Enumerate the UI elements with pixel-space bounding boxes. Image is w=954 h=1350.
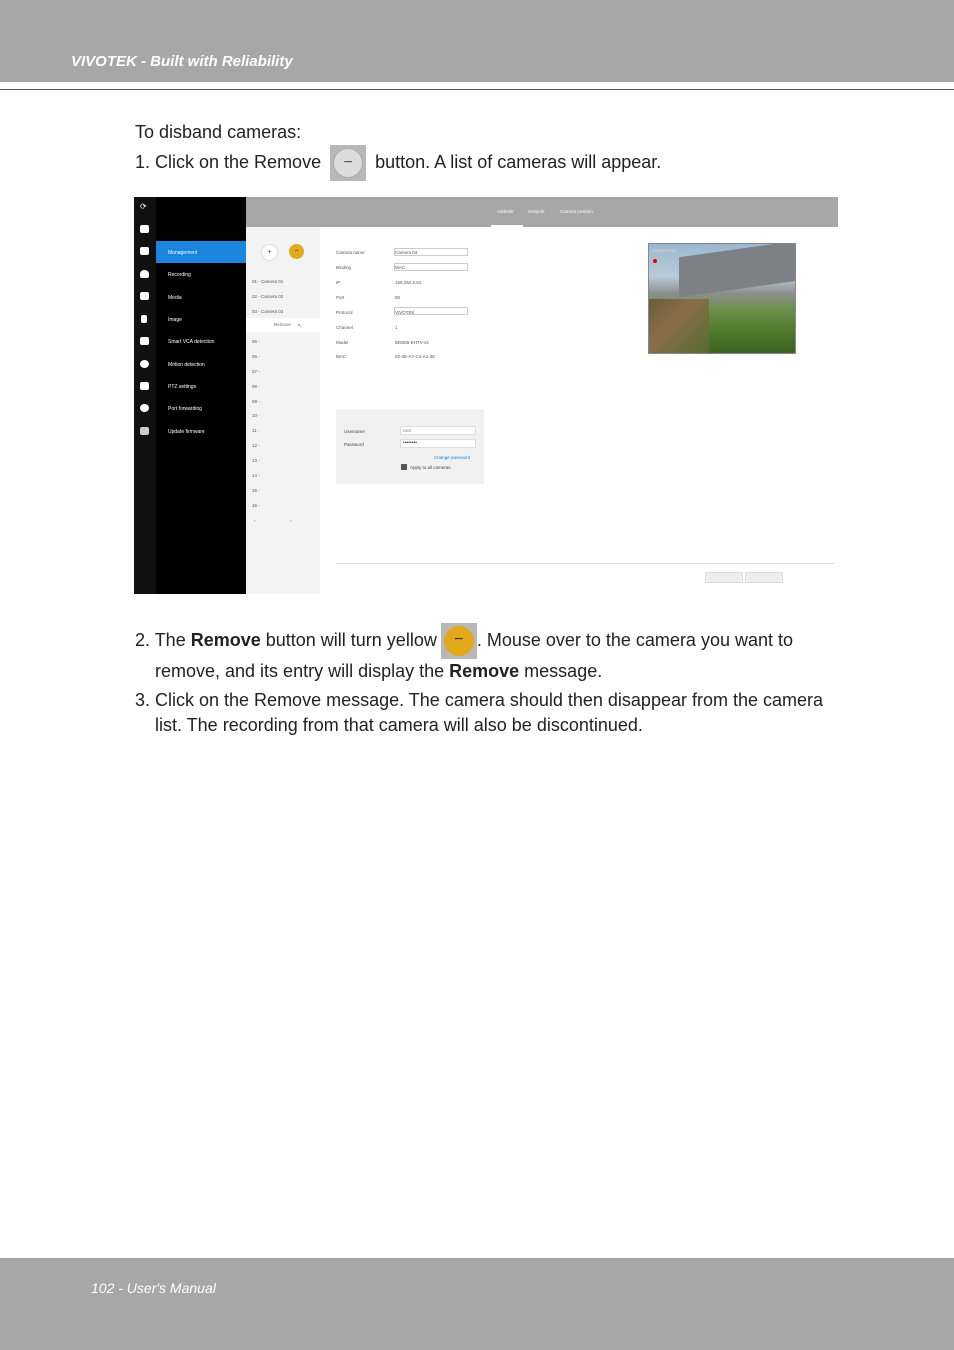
binding-select[interactable] [394, 263, 468, 271]
field-label: Port [336, 295, 345, 300]
menu-item-management[interactable]: Management [156, 241, 246, 263]
menu-item-motion[interactable]: Motion detection [168, 362, 205, 368]
camera-list-item[interactable]: 01 - Camera 01 [252, 279, 284, 284]
active-tab-indicator [491, 225, 523, 227]
field-value: VIVOTEK [395, 310, 415, 315]
field-label: Protocol [336, 310, 353, 315]
step-2-bold-remove-2: Remove [449, 661, 520, 681]
intro-text: To disband cameras: [135, 122, 302, 142]
cancel-button[interactable] [745, 572, 783, 583]
camera-slot[interactable]: 06 - [252, 354, 260, 359]
record-indicator-icon [653, 259, 657, 263]
username-label: Username [344, 429, 365, 434]
step-2-text-e: remove, and its entry will display the [155, 661, 450, 681]
camera-slot[interactable]: 11 - [252, 428, 260, 433]
step-3-line-1: 3. Click on the Remove message. The camera should then disappear from the camera [135, 690, 824, 710]
camera-slot[interactable]: 14 - [252, 473, 260, 478]
menu-item-recording[interactable]: Recording [168, 272, 191, 278]
icon-bar [134, 197, 156, 594]
camera-slot[interactable]: 12 - [252, 443, 260, 448]
field-value: MAC [395, 265, 405, 270]
field-value: 80 [395, 295, 401, 300]
camera-slot[interactable]: 15 - [252, 488, 260, 493]
camera-preview [648, 243, 796, 354]
field-label: Model [336, 340, 349, 345]
page-number: 102 - User's Manual [91, 1280, 216, 1296]
remove-camera-button[interactable]: − [289, 244, 304, 259]
header-divider [0, 89, 954, 90]
camera-slot[interactable]: 09 - [252, 399, 260, 404]
tab-add-edit[interactable]: Add/edit [497, 209, 514, 214]
apply-all-checkbox[interactable] [401, 464, 407, 470]
preview-roof [679, 243, 796, 297]
apply-all-label: Apply to all cameras [410, 465, 451, 470]
page-prev-button[interactable]: ‹ [254, 518, 256, 523]
page-next-button[interactable]: › [290, 518, 292, 523]
minus-icon: − [444, 626, 474, 656]
camera-slot[interactable]: 13 - [252, 458, 260, 463]
camera-slot[interactable]: 08 - [252, 384, 260, 389]
field-value: 1 [395, 325, 398, 330]
tab-camera-position[interactable]: Camera position [560, 209, 593, 214]
camera-list-item[interactable]: 02 - Camera 02 [252, 294, 284, 299]
remove-button-gray-icon [330, 145, 366, 181]
menu-item-image[interactable]: Image [168, 317, 182, 323]
menu-item-update-firmware[interactable]: Update firmware [168, 429, 205, 435]
field-label: IP [336, 280, 341, 285]
bell-icon [140, 270, 149, 278]
step-3-line-2: list. The recording from that camera will also be discontinued. [155, 715, 643, 735]
step-2-text-g: message. [519, 661, 603, 681]
menu-item-port-forwarding[interactable]: Port forwarding [168, 406, 202, 412]
camera-slot[interactable]: 07 - [252, 369, 260, 374]
step-2-line-2 [155, 659, 602, 683]
field-value: 02-2E-A7-C4-A1-2E [395, 354, 436, 359]
username-input[interactable]: root [400, 426, 476, 435]
logo-icon: ⟳ [140, 202, 147, 211]
ptz-icon [140, 382, 149, 390]
page-header [0, 0, 954, 82]
camera-list-item[interactable]: 03 - Camera 03 [252, 309, 284, 314]
preview-label: Camera 04 [653, 248, 676, 253]
menu-item-ptz[interactable]: PTZ settings [168, 384, 197, 390]
menu-item-smart-vca[interactable]: Smart VCA detection [168, 339, 215, 345]
tab-bar [246, 197, 838, 227]
field-value: 169.254.8.51 [395, 280, 422, 285]
camera-slot[interactable]: 10 - [252, 413, 260, 418]
gear-icon [140, 225, 149, 233]
credentials-panel [336, 409, 484, 484]
motion-icon [140, 360, 149, 368]
change-password-link[interactable]: Change password [434, 455, 471, 460]
header-title: VIVOTEK - Built with Reliability [71, 53, 293, 70]
cursor-icon: ↖ [297, 323, 303, 330]
page-footer [0, 1258, 954, 1350]
menu-item-media[interactable]: Media [168, 295, 182, 301]
preview-foreground [649, 299, 709, 354]
step-2-text-d: . Mouse over to the camera you want to [476, 630, 794, 650]
step-2-text-c: button will turn yellow [260, 630, 437, 650]
database-icon [140, 337, 149, 345]
step-2-bold-remove: Remove [190, 630, 261, 650]
camera-list [246, 227, 320, 594]
step-1-text-b: button. A list of cameras will appear. [375, 152, 662, 172]
field-value: Camera 04 [395, 250, 418, 255]
field-label: Binding [336, 265, 352, 270]
step-2-text-a: 2. The [135, 630, 191, 650]
minus-icon: − [333, 148, 363, 178]
remove-button-yellow-icon [441, 623, 477, 659]
add-camera-button[interactable]: + [261, 244, 278, 261]
password-input[interactable]: •••••••• [400, 439, 476, 448]
step-1 [135, 144, 661, 181]
apply-button[interactable] [705, 572, 743, 583]
remove-message[interactable]: Remove [274, 322, 291, 327]
image-icon [141, 315, 147, 323]
field-label: Channel [336, 325, 353, 330]
settings-menu [156, 197, 246, 594]
embedded-screenshot [134, 197, 838, 594]
step-2-line-1 [135, 622, 793, 659]
info-icon [140, 404, 149, 412]
field-value: IB9365-EHTV-v2 [395, 340, 429, 345]
remove-hover-row[interactable] [246, 318, 320, 332]
tab-network[interactable]: Network [528, 209, 545, 214]
field-label: Camera name [336, 250, 365, 255]
camera-slot[interactable]: 16 - [252, 503, 260, 508]
password-label: Password [344, 442, 364, 447]
field-label: MAC [336, 354, 346, 359]
form-divider [336, 563, 834, 564]
camera-icon [140, 247, 149, 255]
step-1-text-a: 1. Click on the Remove [135, 152, 322, 172]
camera-slot[interactable]: 05 - [252, 339, 260, 344]
firmware-icon [140, 427, 149, 435]
media-icon [140, 292, 149, 300]
